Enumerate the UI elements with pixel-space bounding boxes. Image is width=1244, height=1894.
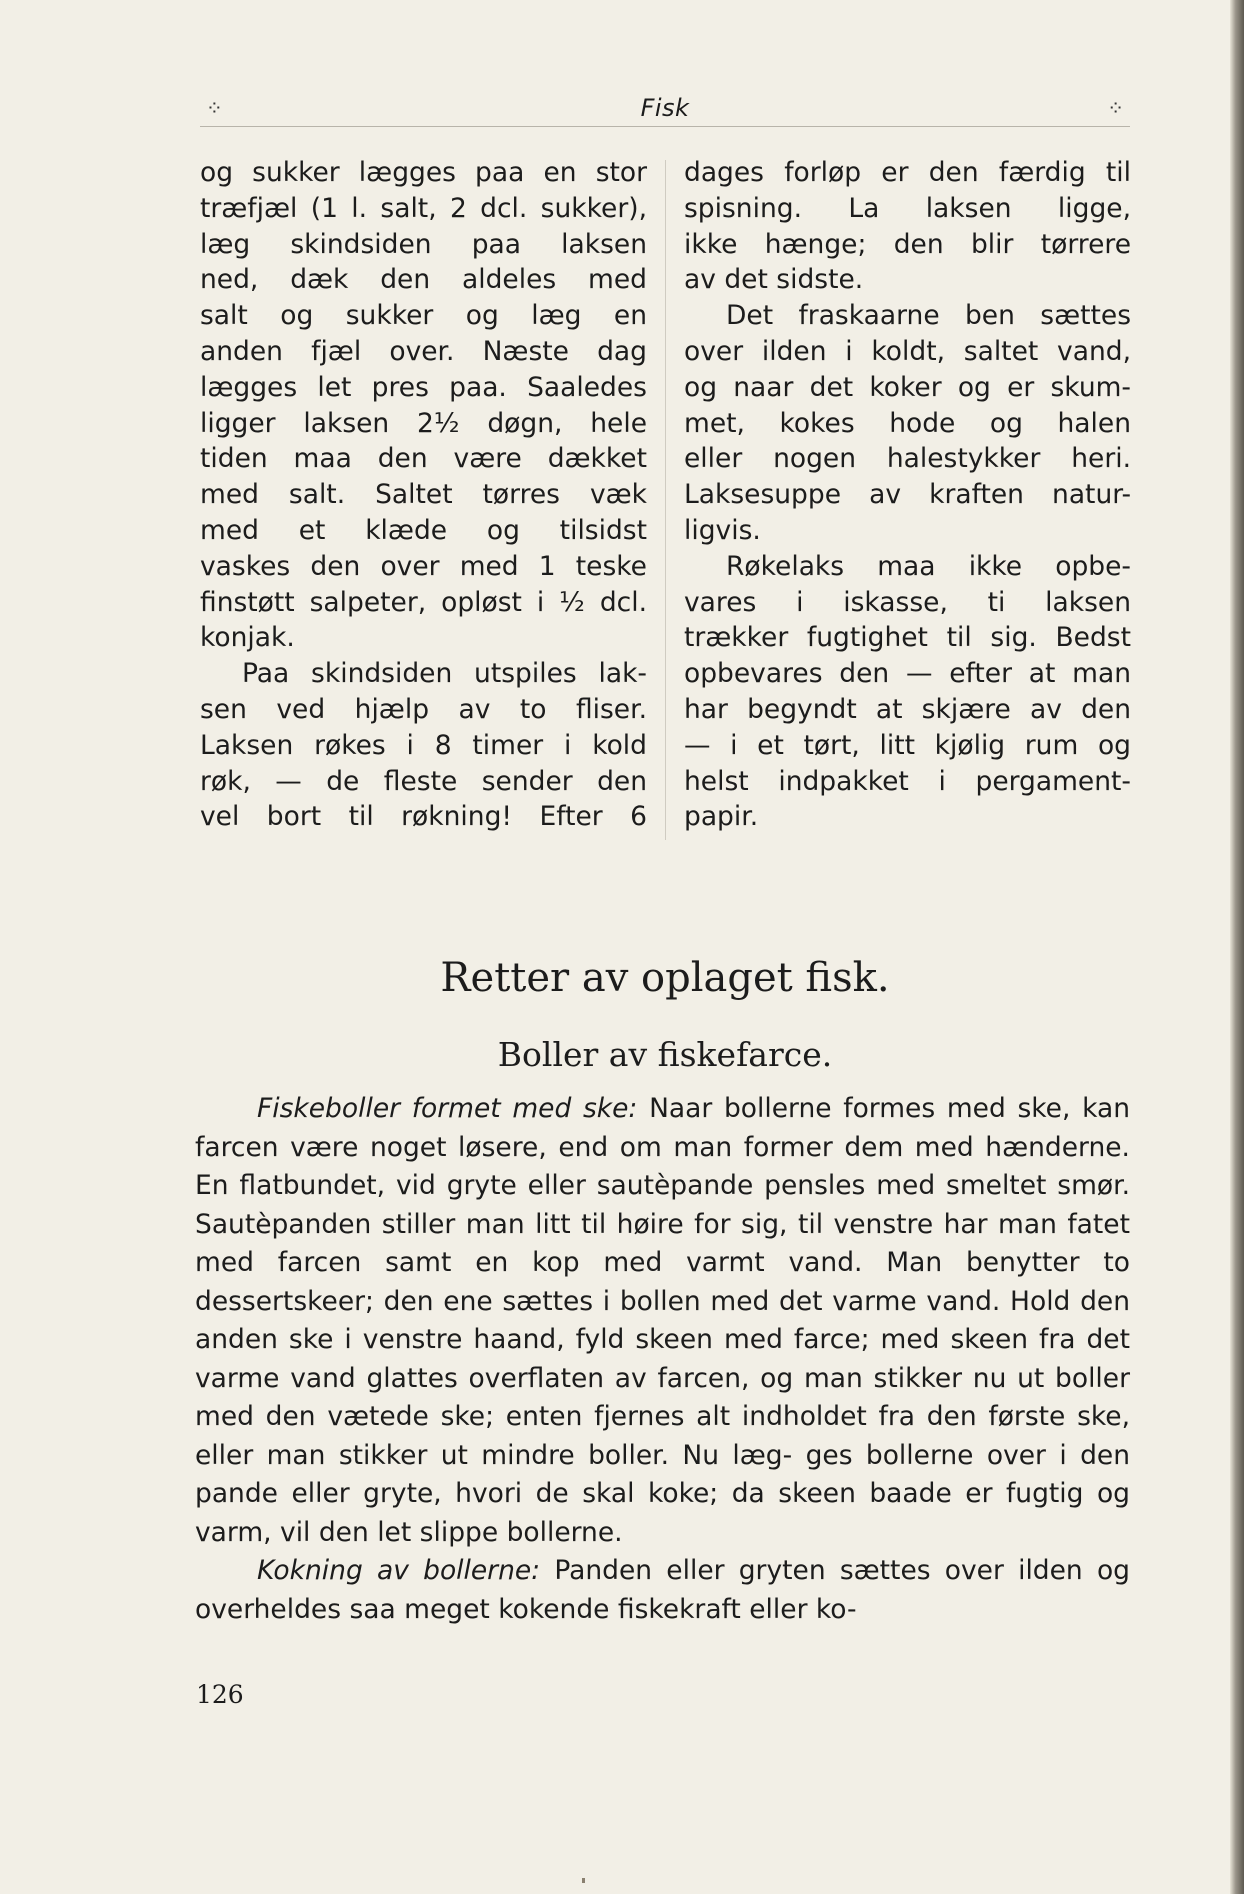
- section-title: Retter av oplaget fisk.: [440, 955, 890, 1001]
- paper-speck: [582, 1878, 585, 1883]
- right-line: over ilden i koldt, saltet vand,: [684, 335, 1131, 367]
- left-line: lægges let pres paa. Saaledes: [200, 371, 647, 403]
- right-line: opbevares den — efter at man: [684, 658, 1131, 690]
- left-line: ned, dæk den aldeles med: [200, 264, 647, 296]
- right-line: Det fraskaarne ben sættes: [726, 300, 1131, 332]
- right-line: trækker fugtighet til sig. Bedst: [684, 622, 1131, 654]
- left-line: træfjæl (1 l. salt, 2 dcl. sukker),: [200, 192, 647, 224]
- left-line: vel bort til røkning! Efter 6: [200, 801, 647, 833]
- left-line: Paa skindsiden utspiles lak-: [242, 658, 647, 690]
- right-line: Laksesuppe av kraften natur-: [684, 479, 1131, 511]
- right-line: met, kokes hode og halen: [684, 407, 1131, 439]
- left-line: vaskes den over med 1 teske: [200, 550, 647, 582]
- left-column: [200, 155, 647, 835]
- subsection-title: Boller av fiskefarce.: [497, 1035, 833, 1074]
- page-number: 126: [196, 1680, 244, 1709]
- right-column: [684, 155, 1131, 835]
- right-line: dages forløp er den færdig til: [684, 157, 1131, 188]
- right-line: ikke hænge; den blir tørrere: [684, 228, 1131, 260]
- page-edge: [1230, 0, 1244, 1894]
- left-line: konjak.: [200, 622, 295, 654]
- right-line: har begyndt at skjære av den: [684, 693, 1131, 725]
- left-line: ligger laksen 2½ døgn, hele: [200, 407, 647, 439]
- right-line: papir.: [684, 801, 759, 833]
- right-line: av det sidste.: [684, 264, 864, 296]
- right-line: Røkelaks maa ikke opbe-: [726, 550, 1131, 582]
- left-line: tiden maa den være dækket: [200, 443, 647, 475]
- right-line: eller nogen halestykker heri.: [684, 443, 1131, 475]
- ornament-right: ⁘: [1107, 96, 1124, 120]
- column-divider: [665, 160, 666, 840]
- left-line: Laksen røkes i 8 timer i kold: [200, 729, 647, 761]
- left-line: røk, — de fleste sender den: [200, 765, 647, 797]
- running-header: [200, 92, 1130, 127]
- right-line: — i et tørt, litt kjølig rum og: [684, 729, 1131, 761]
- left-line: med et klæde og tilsidst: [200, 514, 647, 546]
- left-line: anden fjæl over. Næste dag: [200, 335, 647, 367]
- left-line: sen ved hjælp av to fliser.: [200, 693, 647, 725]
- body-text: [195, 1090, 1130, 1629]
- right-line: vares i iskasse, ti laksen: [684, 586, 1131, 618]
- paragraph: [195, 1090, 1130, 1552]
- right-line: ligvis.: [684, 514, 761, 546]
- left-line: læg skindsiden paa laksen: [200, 228, 647, 260]
- paragraph: [195, 1552, 1130, 1629]
- paragraph-text: Naar bollerne formes med ske, kan farcen være noget løsere, end om man former dem med hænderne. En flatbundet, vid gryte eller sautèpande pensles med smeltet smør. Sautèpanden stiller man litt til høire for sig, til venstre har man fatet med farcen samt en kop med varmt vand. Man benytter to dessertskeer; den ene sættes i bollen med det varme vand. Hold den anden ske i venstre haand, fyld skeen med farce; med skeen fra det varme vand glattes overflaten av farcen, og man stikker nu ut boller med den vætede ske; enten fjernes alt indholdet fra den første ske, eller man stikker ut mindre boller. Nu læg- ges bollerne over i den pande eller gryte, hvori de skal koke; da skeen baade er fugtig og varm, vil den let slippe bollerne.: [195, 1093, 1131, 1548]
- paragraph-text: Panden eller gryten sættes over ilden og overheldes saa meget kokende fiskekraft eller ko-: [195, 1555, 1130, 1625]
- paragraph-lead: Fiskeboller formet med ske:: [257, 1093, 638, 1124]
- right-line: og naar det koker og er skum-: [684, 371, 1131, 403]
- left-line: salt og sukker og læg en: [200, 300, 647, 332]
- right-line: helst indpakket i pergament-: [684, 765, 1131, 797]
- paragraph-lead: Kokning av bollerne:: [257, 1555, 541, 1586]
- left-line: og sukker læggеs paa en stor: [200, 157, 647, 188]
- running-title: Fisk: [640, 94, 690, 122]
- left-line: med salt. Saltet tørres væk: [200, 479, 647, 511]
- right-line: spisning. La laksen ligge,: [684, 192, 1131, 224]
- left-line: finstøtt salpeter, opløst i ½ dcl.: [200, 586, 647, 618]
- ornament-left: ⁘: [206, 96, 223, 120]
